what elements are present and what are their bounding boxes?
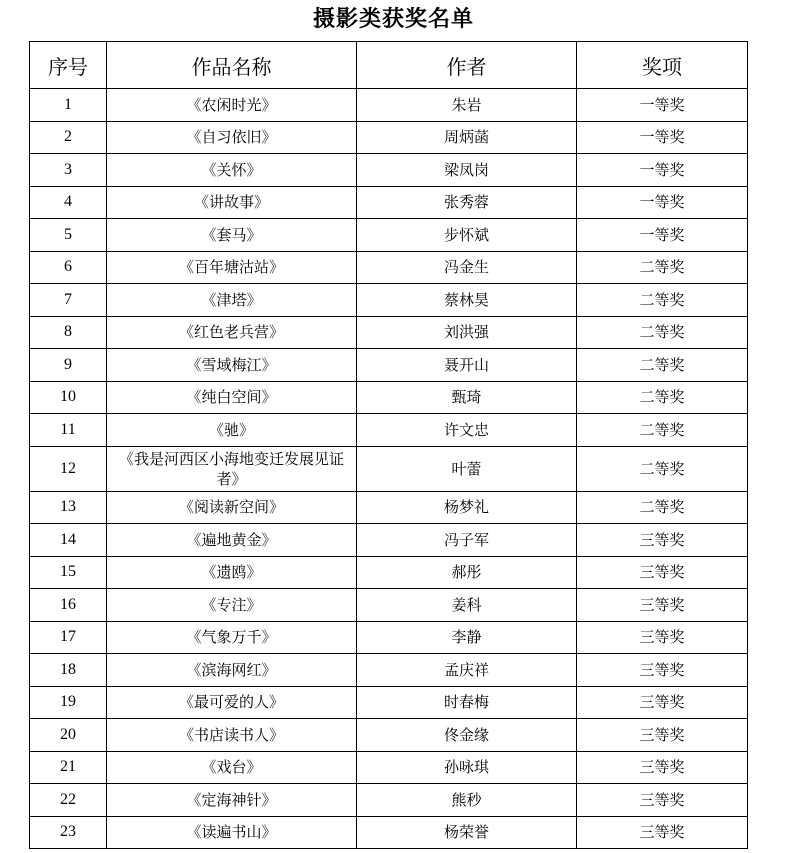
cell-work-title: 《百年塘沽站》 (107, 251, 357, 284)
cell-number: 21 (30, 751, 107, 784)
cell-number: 8 (30, 316, 107, 349)
cell-award: 一等奖 (577, 154, 748, 187)
cell-work-title: 《阅读新空间》 (107, 491, 357, 524)
cell-number: 2 (30, 121, 107, 154)
cell-number: 23 (30, 816, 107, 849)
page-title: 摄影类获奖名单 (312, 6, 474, 32)
cell-author: 熊秒 (357, 784, 577, 817)
cell-author: 蔡林昊 (357, 284, 577, 317)
table-row (30, 349, 748, 382)
cell-number: 11 (30, 414, 107, 447)
cell-award: 三等奖 (577, 686, 748, 719)
cell-work-title: 《关怀》 (107, 154, 357, 187)
cell-author: 佟金缘 (357, 719, 577, 752)
cell-number: 5 (30, 219, 107, 252)
cell-award: 三等奖 (577, 654, 748, 687)
awards-table (29, 41, 748, 849)
table-row (30, 816, 748, 849)
cell-work-title: 《套马》 (107, 219, 357, 252)
cell-award: 一等奖 (577, 121, 748, 154)
cell-award: 二等奖 (577, 284, 748, 317)
cell-award: 二等奖 (577, 491, 748, 524)
table-row (30, 621, 748, 654)
cell-number: 9 (30, 349, 107, 382)
cell-number: 6 (30, 251, 107, 284)
table-row (30, 719, 748, 752)
cell-work-title: 《雪域梅江》 (107, 349, 357, 382)
table-row (30, 251, 748, 284)
cell-award: 三等奖 (577, 751, 748, 784)
cell-number: 16 (30, 589, 107, 622)
cell-author: 周炳菡 (357, 121, 577, 154)
cell-work-title: 《津塔》 (107, 284, 357, 317)
cell-author: 时春梅 (357, 686, 577, 719)
cell-number: 17 (30, 621, 107, 654)
cell-award: 一等奖 (577, 219, 748, 252)
table-row (30, 219, 748, 252)
cell-author: 刘洪强 (357, 316, 577, 349)
cell-number: 3 (30, 154, 107, 187)
cell-work-title: 《气象万千》 (107, 621, 357, 654)
cell-author: 姜科 (357, 589, 577, 622)
table-row (30, 316, 748, 349)
cell-award: 二等奖 (577, 381, 748, 414)
table-row (30, 446, 748, 491)
cell-author: 甄琦 (357, 381, 577, 414)
cell-work-title: 《书店读书人》 (107, 719, 357, 752)
table-row (30, 784, 748, 817)
table-row (30, 751, 748, 784)
table-row (30, 524, 748, 557)
header-work-title: 作品名称 (107, 42, 357, 89)
cell-author: 郝彤 (357, 556, 577, 589)
cell-author: 叶蕾 (357, 446, 577, 491)
cell-number: 15 (30, 556, 107, 589)
cell-award: 二等奖 (577, 414, 748, 447)
cell-work-title: 《纯白空间》 (107, 381, 357, 414)
cell-author: 冯金生 (357, 251, 577, 284)
cell-number: 13 (30, 491, 107, 524)
cell-work-title: 《自习依旧》 (107, 121, 357, 154)
table-header-row (30, 42, 748, 89)
cell-award: 三等奖 (577, 621, 748, 654)
cell-number: 22 (30, 784, 107, 817)
cell-author: 步怀斌 (357, 219, 577, 252)
table-row (30, 89, 748, 122)
table-row (30, 381, 748, 414)
cell-award: 三等奖 (577, 524, 748, 557)
cell-award: 二等奖 (577, 316, 748, 349)
cell-work-title: 《读遍书山》 (107, 816, 357, 849)
cell-author: 梁凤岗 (357, 154, 577, 187)
cell-work-title: 《红色老兵营》 (107, 316, 357, 349)
table-row (30, 154, 748, 187)
cell-work-title: 《我是河西区小海地变迁发展见证者》 (107, 446, 357, 491)
cell-work-title: 《遗鸥》 (107, 556, 357, 589)
cell-award: 三等奖 (577, 816, 748, 849)
cell-award: 三等奖 (577, 784, 748, 817)
cell-number: 14 (30, 524, 107, 557)
header-award: 奖项 (577, 42, 748, 89)
cell-award: 三等奖 (577, 719, 748, 752)
cell-award: 三等奖 (577, 589, 748, 622)
cell-number: 18 (30, 654, 107, 687)
cell-number: 7 (30, 284, 107, 317)
cell-author: 杨荣誉 (357, 816, 577, 849)
cell-award: 二等奖 (577, 251, 748, 284)
cell-work-title: 《农闲时光》 (107, 89, 357, 122)
table-row (30, 491, 748, 524)
table-row (30, 186, 748, 219)
cell-author: 聂开山 (357, 349, 577, 382)
table-row (30, 654, 748, 687)
cell-number: 12 (30, 446, 107, 491)
cell-author: 许文忠 (357, 414, 577, 447)
cell-work-title: 《定海神针》 (107, 784, 357, 817)
table-row (30, 121, 748, 154)
cell-award: 三等奖 (577, 556, 748, 589)
table-row (30, 556, 748, 589)
cell-number: 10 (30, 381, 107, 414)
cell-number: 20 (30, 719, 107, 752)
cell-author: 孙咏琪 (357, 751, 577, 784)
cell-work-title: 《遍地黄金》 (107, 524, 357, 557)
cell-author: 李静 (357, 621, 577, 654)
cell-author: 张秀蓉 (357, 186, 577, 219)
cell-work-title: 《驰》 (107, 414, 357, 447)
cell-work-title: 《最可爱的人》 (107, 686, 357, 719)
table-row (30, 284, 748, 317)
cell-number: 4 (30, 186, 107, 219)
header-author: 作者 (357, 42, 577, 89)
cell-author: 冯子军 (357, 524, 577, 557)
cell-number: 1 (30, 89, 107, 122)
cell-author: 朱岩 (357, 89, 577, 122)
cell-work-title: 《专注》 (107, 589, 357, 622)
cell-number: 19 (30, 686, 107, 719)
cell-award: 一等奖 (577, 186, 748, 219)
cell-author: 杨梦礼 (357, 491, 577, 524)
cell-work-title: 《讲故事》 (107, 186, 357, 219)
cell-award: 二等奖 (577, 446, 748, 491)
cell-award: 二等奖 (577, 349, 748, 382)
cell-author: 孟庆祥 (357, 654, 577, 687)
cell-work-title: 《戏台》 (107, 751, 357, 784)
header-number: 序号 (30, 42, 107, 89)
table-row (30, 414, 748, 447)
cell-award: 一等奖 (577, 89, 748, 122)
table-row (30, 686, 748, 719)
cell-work-title: 《滨海网红》 (107, 654, 357, 687)
table-row (30, 589, 748, 622)
